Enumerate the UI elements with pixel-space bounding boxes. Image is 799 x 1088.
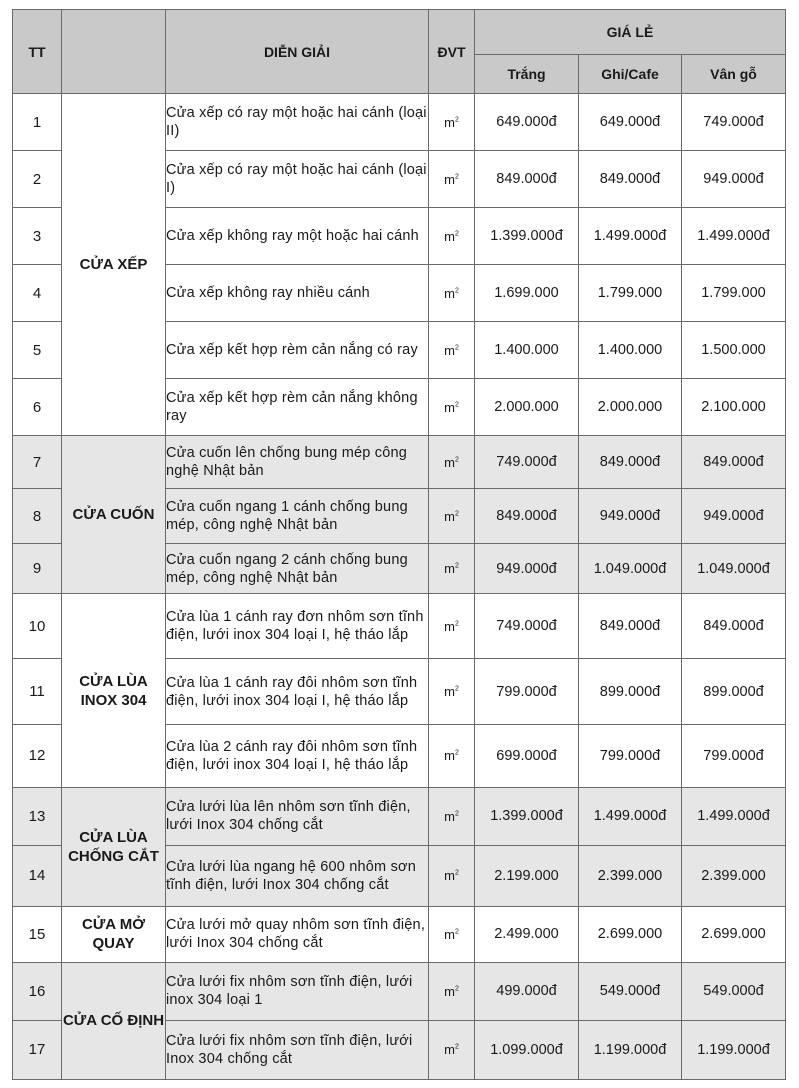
header-unit: ĐVT bbox=[429, 10, 475, 94]
row-description: Cửa xếp kết hợp rèm cản nắng không ray bbox=[166, 379, 429, 436]
row-unit bbox=[429, 208, 475, 265]
unit-base: m bbox=[444, 926, 455, 942]
price-white: 2.499.000 bbox=[475, 906, 579, 962]
category-cua-mo-quay: CỬA MỞ QUAY bbox=[62, 906, 166, 962]
price-grey-cafe: 1.499.000đ bbox=[579, 208, 682, 265]
price-wood: 949.000đ bbox=[682, 151, 786, 208]
unit-exponent: 2 bbox=[454, 456, 459, 464]
row-description: Cửa cuốn lên chống bung mép công nghệ Nhật bản bbox=[166, 436, 429, 489]
price-grey-cafe: 1.799.000 bbox=[579, 265, 682, 322]
price-white: 1.400.000 bbox=[475, 322, 579, 379]
price-white: 1.399.000đ bbox=[475, 787, 579, 845]
price-wood: 2.100.000 bbox=[682, 379, 786, 436]
price-grey-cafe: 899.000đ bbox=[579, 659, 682, 724]
category-cua-lua-inox: CỬA LÙA INOX 304 bbox=[62, 594, 166, 787]
price-wood: 849.000đ bbox=[682, 594, 786, 659]
price-table bbox=[12, 9, 786, 1080]
row-unit bbox=[429, 906, 475, 962]
row-description: Cửa lùa 2 cánh ray đôi nhôm sơn tĩnh điện, lưới inox 304 loại I, hệ tháo lắp bbox=[166, 724, 429, 787]
row-number: 13 bbox=[13, 787, 62, 845]
row-number: 14 bbox=[13, 845, 62, 906]
unit-base: m bbox=[444, 399, 455, 415]
row-description: Cửa xếp không ray nhiều cánh bbox=[166, 265, 429, 322]
row-number: 5 bbox=[13, 322, 62, 379]
price-white: 2.199.000 bbox=[475, 845, 579, 906]
row-unit bbox=[429, 845, 475, 906]
unit-exponent: 2 bbox=[454, 1044, 459, 1052]
price-grey-cafe: 2.699.000 bbox=[579, 906, 682, 962]
table-row bbox=[13, 94, 786, 151]
price-white: 749.000đ bbox=[475, 594, 579, 659]
unit-exponent: 2 bbox=[454, 401, 459, 409]
row-number: 3 bbox=[13, 208, 62, 265]
price-white: 1.399.000đ bbox=[475, 208, 579, 265]
category-cua-xep: CỬA XẾP bbox=[62, 94, 166, 436]
unit-exponent: 2 bbox=[454, 869, 459, 877]
row-description: Cửa cuốn ngang 1 cánh chống bung mép, công nghệ Nhật bản bbox=[166, 489, 429, 544]
price-wood: 2.399.000 bbox=[682, 845, 786, 906]
price-wood: 949.000đ bbox=[682, 489, 786, 544]
price-wood: 749.000đ bbox=[682, 94, 786, 151]
price-wood: 1.199.000đ bbox=[682, 1020, 786, 1079]
row-number: 2 bbox=[13, 151, 62, 208]
row-unit bbox=[429, 659, 475, 724]
price-grey-cafe: 1.049.000đ bbox=[579, 544, 682, 594]
row-description: Cửa lưới lùa lên nhôm sơn tĩnh điện, lưới Inox 304 chống cắt bbox=[166, 787, 429, 845]
header-description: DIỄN GIẢI bbox=[166, 10, 429, 94]
row-description: Cửa lùa 1 cánh ray đôi nhôm sơn tĩnh điện, lưới inox 304 loại I, hệ tháo lắp bbox=[166, 659, 429, 724]
unit-base: m bbox=[444, 618, 455, 634]
row-number: 17 bbox=[13, 1020, 62, 1079]
unit-exponent: 2 bbox=[454, 985, 459, 993]
row-description: Cửa lưới fix nhôm sơn tĩnh điện, lưới inox 304 loại 1 bbox=[166, 962, 429, 1020]
price-grey-cafe: 649.000đ bbox=[579, 94, 682, 151]
unit-base: m bbox=[444, 114, 455, 130]
header-category bbox=[62, 10, 166, 94]
unit-base: m bbox=[444, 508, 455, 524]
row-unit bbox=[429, 724, 475, 787]
unit-base: m bbox=[444, 228, 455, 244]
price-wood: 2.699.000 bbox=[682, 906, 786, 962]
price-grey-cafe: 849.000đ bbox=[579, 436, 682, 489]
unit-exponent: 2 bbox=[454, 749, 459, 757]
row-unit bbox=[429, 594, 475, 659]
row-number: 9 bbox=[13, 544, 62, 594]
unit-exponent: 2 bbox=[454, 810, 459, 818]
price-grey-cafe: 849.000đ bbox=[579, 594, 682, 659]
unit-base: m bbox=[444, 171, 455, 187]
row-description: Cửa xếp kết hợp rèm cản nắng có ray bbox=[166, 322, 429, 379]
unit-base: m bbox=[444, 342, 455, 358]
price-grey-cafe: 1.199.000đ bbox=[579, 1020, 682, 1079]
price-grey-cafe: 1.499.000đ bbox=[579, 787, 682, 845]
header-color-white: Trắng bbox=[475, 55, 579, 94]
unit-exponent: 2 bbox=[454, 563, 459, 571]
header-retail-price: GIÁ LẺ bbox=[475, 10, 786, 55]
table-row bbox=[13, 594, 786, 659]
row-number: 10 bbox=[13, 594, 62, 659]
price-white: 849.000đ bbox=[475, 151, 579, 208]
table-row bbox=[13, 962, 786, 1020]
unit-base: m bbox=[444, 285, 455, 301]
row-description: Cửa cuốn ngang 2 cánh chống bung mép, công nghệ Nhật bản bbox=[166, 544, 429, 594]
price-grey-cafe: 1.400.000 bbox=[579, 322, 682, 379]
price-wood: 1.500.000 bbox=[682, 322, 786, 379]
unit-base: m bbox=[444, 868, 455, 884]
price-wood: 549.000đ bbox=[682, 962, 786, 1020]
unit-exponent: 2 bbox=[454, 173, 459, 181]
row-unit bbox=[429, 265, 475, 322]
header-tt: TT bbox=[13, 10, 62, 94]
unit-exponent: 2 bbox=[454, 344, 459, 352]
price-white: 499.000đ bbox=[475, 962, 579, 1020]
price-wood: 1.049.000đ bbox=[682, 544, 786, 594]
price-white: 1.699.000 bbox=[475, 265, 579, 322]
row-number: 11 bbox=[13, 659, 62, 724]
row-description: Cửa xếp có ray một hoặc hai cánh (loại II) bbox=[166, 94, 429, 151]
row-unit bbox=[429, 379, 475, 436]
price-white: 1.099.000đ bbox=[475, 1020, 579, 1079]
row-description: Cửa xếp không ray một hoặc hai cánh bbox=[166, 208, 429, 265]
row-unit bbox=[429, 322, 475, 379]
row-number: 1 bbox=[13, 94, 62, 151]
price-wood: 1.499.000đ bbox=[682, 787, 786, 845]
unit-exponent: 2 bbox=[454, 685, 459, 693]
price-wood: 1.499.000đ bbox=[682, 208, 786, 265]
unit-exponent: 2 bbox=[454, 928, 459, 936]
price-white: 649.000đ bbox=[475, 94, 579, 151]
unit-base: m bbox=[444, 808, 455, 824]
price-white: 699.000đ bbox=[475, 724, 579, 787]
price-white: 799.000đ bbox=[475, 659, 579, 724]
price-white: 2.000.000 bbox=[475, 379, 579, 436]
price-grey-cafe: 2.399.000 bbox=[579, 845, 682, 906]
unit-exponent: 2 bbox=[454, 287, 459, 295]
row-description: Cửa lùa 1 cánh ray đơn nhôm sơn tĩnh điện, lưới inox 304 loại I, hệ tháo lắp bbox=[166, 594, 429, 659]
price-grey-cafe: 549.000đ bbox=[579, 962, 682, 1020]
unit-base: m bbox=[444, 983, 455, 999]
price-wood: 899.000đ bbox=[682, 659, 786, 724]
unit-exponent: 2 bbox=[454, 620, 459, 628]
header-color-wood: Vân gỗ bbox=[682, 55, 786, 94]
unit-base: m bbox=[444, 1042, 455, 1058]
unit-base: m bbox=[444, 454, 455, 470]
price-grey-cafe: 949.000đ bbox=[579, 489, 682, 544]
row-number: 16 bbox=[13, 962, 62, 1020]
row-unit bbox=[429, 489, 475, 544]
price-grey-cafe: 849.000đ bbox=[579, 151, 682, 208]
price-wood: 1.799.000 bbox=[682, 265, 786, 322]
row-number: 4 bbox=[13, 265, 62, 322]
row-number: 15 bbox=[13, 906, 62, 962]
header-color-grey-cafe: Ghi/Cafe bbox=[579, 55, 682, 94]
unit-exponent: 2 bbox=[454, 116, 459, 124]
row-number: 8 bbox=[13, 489, 62, 544]
row-unit bbox=[429, 94, 475, 151]
unit-base: m bbox=[444, 684, 455, 700]
price-white: 749.000đ bbox=[475, 436, 579, 489]
row-number: 6 bbox=[13, 379, 62, 436]
price-grey-cafe: 799.000đ bbox=[579, 724, 682, 787]
row-number: 12 bbox=[13, 724, 62, 787]
unit-base: m bbox=[444, 748, 455, 764]
unit-exponent: 2 bbox=[454, 230, 459, 238]
row-unit bbox=[429, 436, 475, 489]
row-unit bbox=[429, 787, 475, 845]
row-unit bbox=[429, 1020, 475, 1079]
row-unit bbox=[429, 544, 475, 594]
row-description: Cửa lưới fix nhôm sơn tĩnh điện, lưới Inox 304 chống cắt bbox=[166, 1020, 429, 1079]
category-cua-cuon: CỬA CUỐN bbox=[62, 436, 166, 594]
price-wood: 799.000đ bbox=[682, 724, 786, 787]
category-cua-co-dinh: CỬA CỐ ĐỊNH bbox=[62, 962, 166, 1079]
price-wood: 849.000đ bbox=[682, 436, 786, 489]
price-grey-cafe: 2.000.000 bbox=[579, 379, 682, 436]
row-description: Cửa lưới lùa ngang hệ 600 nhôm sơn tĩnh điện, lưới Inox 304 chống cắt bbox=[166, 845, 429, 906]
table-row bbox=[13, 787, 786, 845]
row-unit bbox=[429, 962, 475, 1020]
row-unit bbox=[429, 151, 475, 208]
unit-base: m bbox=[444, 561, 455, 577]
table-row bbox=[13, 906, 786, 962]
row-description: Cửa lưới mở quay nhôm sơn tĩnh điện, lưới Inox 304 chống cắt bbox=[166, 906, 429, 962]
row-description: Cửa xếp có ray một hoặc hai cánh (loại I) bbox=[166, 151, 429, 208]
row-number: 7 bbox=[13, 436, 62, 489]
price-white: 949.000đ bbox=[475, 544, 579, 594]
category-cua-lua-chong-cat: CỬA LÙA CHỐNG CẮT bbox=[62, 787, 166, 906]
table-row bbox=[13, 436, 786, 489]
price-white: 849.000đ bbox=[475, 489, 579, 544]
unit-exponent: 2 bbox=[454, 510, 459, 518]
